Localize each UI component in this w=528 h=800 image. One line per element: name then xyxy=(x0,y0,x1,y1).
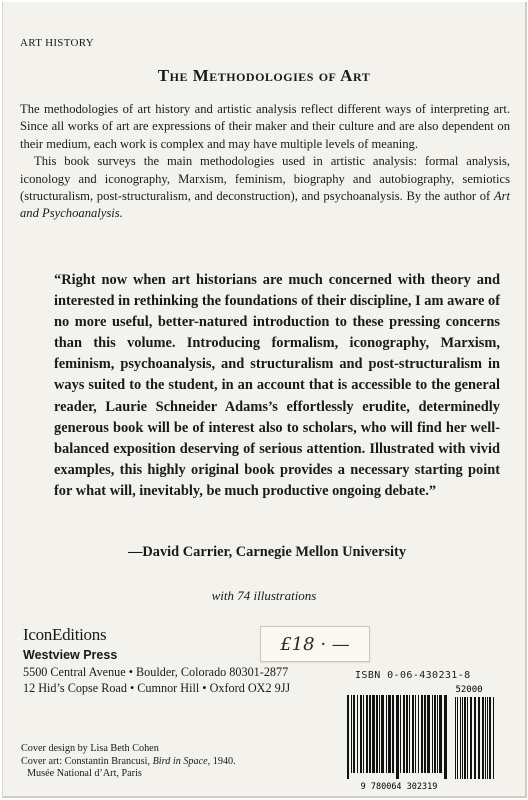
barcode-bar xyxy=(347,695,349,779)
barcode-bar xyxy=(381,695,384,773)
barcode-bar xyxy=(366,695,368,773)
barcode-bar xyxy=(388,695,391,773)
barcode-bar xyxy=(376,695,378,773)
barcode-graphic xyxy=(343,683,501,793)
imprint-logo: IconEditions xyxy=(23,625,107,644)
barcode-addon-bar xyxy=(482,697,484,779)
barcode-bar xyxy=(415,695,416,773)
barcode-bar xyxy=(396,695,399,779)
barcode-addon-bar xyxy=(489,697,491,779)
barcode-bar xyxy=(372,695,375,773)
barcode-bar xyxy=(403,695,405,773)
barcode-bar xyxy=(400,695,401,773)
barcode-bar xyxy=(386,695,387,773)
barcode-bar xyxy=(360,695,362,773)
barcode xyxy=(343,683,501,793)
barcode-bar xyxy=(421,695,423,773)
barcode-bar xyxy=(444,695,447,779)
barcode-addon-bar xyxy=(455,697,456,779)
barcode-addon-bar xyxy=(460,697,461,779)
barcode-bar xyxy=(437,695,438,773)
barcode-bar xyxy=(392,695,394,773)
barcode-addon-bar xyxy=(464,697,466,779)
description-paragraph-2 xyxy=(20,153,510,223)
barcode-bar xyxy=(424,695,426,773)
barcode-addon-bar xyxy=(457,697,458,779)
barcode-addon-bar xyxy=(462,697,463,779)
barcode-addon-bar xyxy=(470,697,472,779)
barcode-addon-bar xyxy=(467,697,468,779)
barcode-bar xyxy=(351,695,352,773)
quote-attribution: —David Carrier, Carnegie Mellon University xyxy=(128,544,407,560)
category-label: ART HISTORY xyxy=(20,37,95,49)
isbn-text: ISBN 0-06-430231-8 xyxy=(355,670,471,681)
barcode-bar xyxy=(427,695,430,773)
barcode-addon-bar xyxy=(485,697,486,779)
description-paragraph-1: The methodologies of art history and artistic analysis reflect different ways of interpreting art. Since all works of art are expressions of their maker and their culture and are also dependent on their medium, each work is complex and may have multiple levels of meaning. xyxy=(20,102,510,151)
barcode-bar xyxy=(357,695,358,773)
cover-art-year: 1940. xyxy=(210,755,236,767)
barcode-bar xyxy=(353,695,355,773)
barcode-bar xyxy=(432,695,433,773)
address-us: 5500 Central Avenue • Boulder, Colorado 80301-2877 xyxy=(23,665,289,679)
author-previous-book: Art and Psychoanalysis. xyxy=(20,189,510,221)
cover-design-credit: Cover design by Lisa Beth Cohen xyxy=(21,743,159,754)
price-sticker: £18 · — xyxy=(260,626,370,662)
book-title: The Methodologies of Art xyxy=(157,66,371,85)
barcode-addon-bars xyxy=(455,697,494,779)
barcode-bar xyxy=(369,695,371,773)
barcode-bars xyxy=(347,695,447,779)
cover-art-credit-prefix: Cover art: Constantin Brancusi, xyxy=(21,755,153,767)
barcode-bar xyxy=(434,695,436,773)
barcode-bar xyxy=(379,695,380,773)
description-paragraph-2-text: This book surveys the main methodologies used in artistic analysis: formal analysis, iconology and iconography, Marxism, feminism, biography and autobiography, semiotics (structuralism, post-structuralism, and deconstruction), and psychoanalysis. By the author of xyxy=(20,154,510,204)
barcode-addon-bar xyxy=(487,697,488,779)
barcode-number: 9 780064 302319 xyxy=(360,782,438,792)
cover-art-credit xyxy=(21,756,236,769)
cover-art-location: Musée National d’Art, Paris xyxy=(27,768,142,780)
barcode-bar xyxy=(406,695,408,773)
barcode-bar xyxy=(409,695,410,773)
barcode-addon-bar xyxy=(474,697,476,779)
barcode-addon-number: 52000 xyxy=(455,685,483,695)
endorsement-quote: “Right now when art historians are much concerned with theory and interested in rethinking the foundations of their discipline, I am aware of no more useful, better-natured introduction to these pressing concerns than this volume. Introducing formalism, iconography, Marxism, feminism, psychoanalysis, and structuralism and post-structuralism in ways suited to the student, in an account that is accessible to the general reader, Laurie Schneider Adams’s effortlessly erudite, determinedly generous book will be of interest also to scholars, who will find her well-balanced exposition deserving of serious attention. Illustrated with vivid examples, this highly original book provides a necessary starting point for what will, inevitably, be much productive ongoing debate.” xyxy=(54,272,500,499)
barcode-bar xyxy=(412,695,414,773)
cover-art-title: Bird in Space, xyxy=(152,755,211,767)
book-description xyxy=(20,101,510,223)
barcode-bar xyxy=(418,695,419,773)
publisher-name: Westview Press xyxy=(23,648,118,662)
barcode-addon-bar xyxy=(493,697,494,779)
cover-credits xyxy=(21,743,236,781)
illustrations-note: with 74 illustrations xyxy=(211,588,317,603)
barcode-bar xyxy=(439,695,442,773)
barcode-bar xyxy=(363,695,364,773)
barcode-addon-bar xyxy=(478,697,480,779)
address-uk: 12 Hid’s Copse Road • Cumnor Hill • Oxford OX2 9JJ xyxy=(23,681,291,695)
